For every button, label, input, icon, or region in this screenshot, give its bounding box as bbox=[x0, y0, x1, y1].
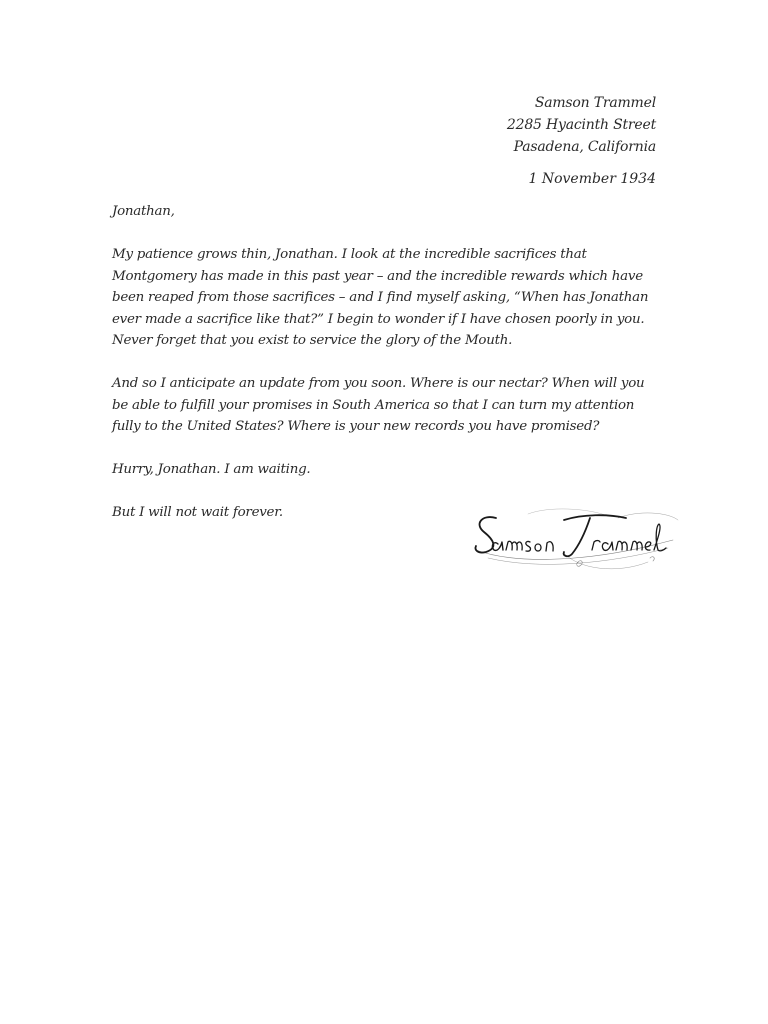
sender-address-block bbox=[507, 92, 656, 158]
paragraph-2: And so I anticipate an update from you soon. Where is our nectar? When will you be able to fulfill your promises in South America so that I can turn my attention fully to the United States? Where is your new records you have promised? bbox=[112, 376, 645, 434]
paragraph-1: My patience grows thin, Jonathan. I look at the incredible sacrifices that Montgomery has made in this past year – and the incredible rewards which have been reaped from those sacrifices – and I find myself asking, “When has Jonathan ever made a sacrifice like that?” I begin to wonder if I have chosen poorly in you. Never forget that you exist to service the glory of the Mouth. bbox=[112, 247, 649, 348]
signature-image bbox=[468, 500, 683, 580]
paragraph-4: But I will not wait forever. bbox=[112, 505, 283, 520]
letter-date: 1 November 1934 bbox=[528, 171, 656, 187]
sender-city: Pasadena, California bbox=[513, 139, 656, 155]
sender-name: Samson Trammel bbox=[534, 95, 656, 111]
salutation: Jonathan, bbox=[112, 204, 175, 219]
paragraph-3: Hurry, Jonathan. I am waiting. bbox=[112, 462, 311, 477]
sender-street: 2285 Hyacinth Street bbox=[506, 117, 656, 133]
letter-body bbox=[112, 201, 660, 545]
